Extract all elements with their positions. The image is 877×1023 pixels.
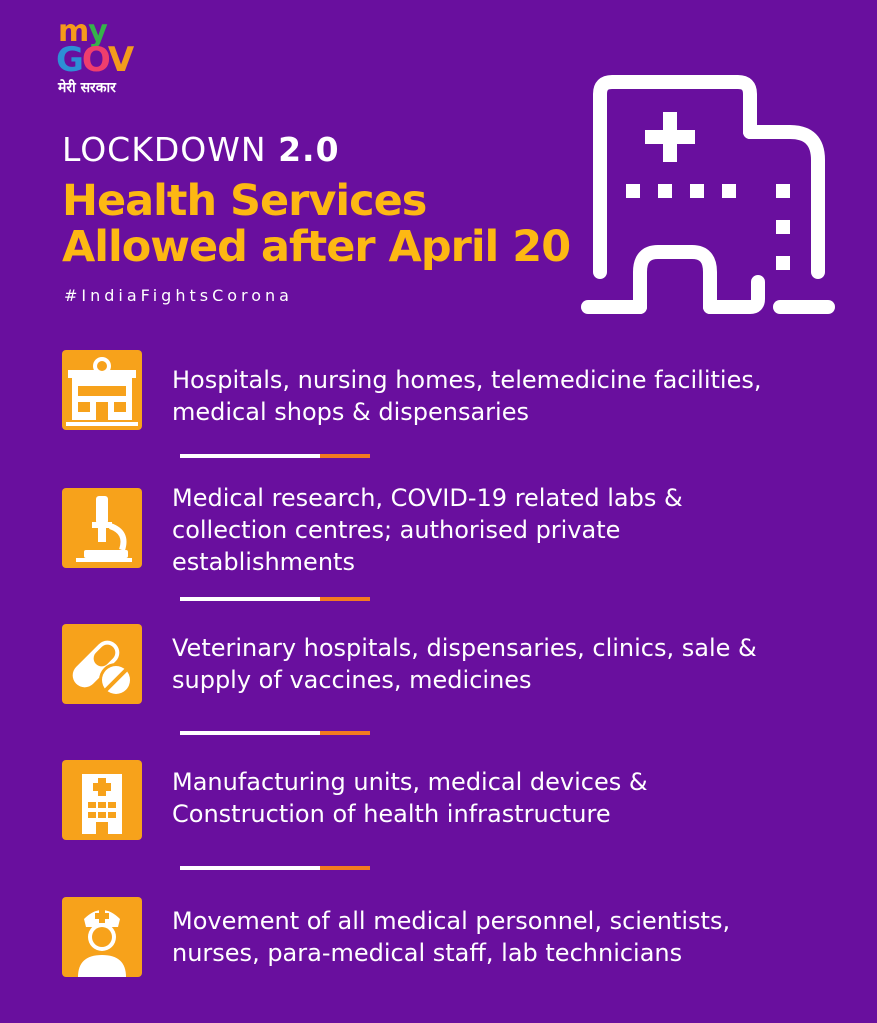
list-item-text: Hospitals, nursing homes, telemedicine facilities, medical shops & dispensaries — [172, 366, 762, 426]
divider — [180, 731, 370, 735]
title-line-1: Health Services — [62, 176, 427, 226]
title-line-2: Allowed after April 20 — [62, 222, 571, 272]
list-item-text: Medical research, COVID-19 related labs & collection centres; authorised private establishments — [172, 484, 683, 576]
lockdown-kicker — [62, 130, 340, 169]
list-item-text: Manufacturing units, medical devices & Construction of health infrastructure — [172, 768, 648, 828]
mygov-logo — [56, 14, 166, 94]
medical-building-icon — [62, 760, 142, 840]
logo-gov: GOV — [56, 40, 133, 80]
page-title — [62, 178, 570, 270]
kicker-bold: 2.0 — [278, 130, 340, 169]
nurse-icon — [62, 897, 142, 977]
microscope-icon — [62, 488, 142, 568]
divider — [180, 597, 370, 601]
hospital-building-icon — [62, 350, 142, 430]
logo-my: my — [58, 14, 107, 49]
list-item-text: Veterinary hospitals, dispensaries, clinics, sale & supply of vaccines, medicines — [172, 634, 757, 694]
logo-tagline: मेरी सरकार — [58, 80, 116, 96]
hospital-illustration-icon — [580, 72, 836, 322]
divider — [180, 866, 370, 870]
hashtag: #IndiaFightsCorona — [64, 286, 293, 305]
kicker-light: LOCKDOWN — [62, 130, 267, 169]
pills-icon — [62, 624, 142, 704]
list-item-text: Movement of all medical personnel, scientists, nurses, para-medical staff, lab technicians — [172, 907, 731, 967]
divider — [180, 454, 370, 458]
